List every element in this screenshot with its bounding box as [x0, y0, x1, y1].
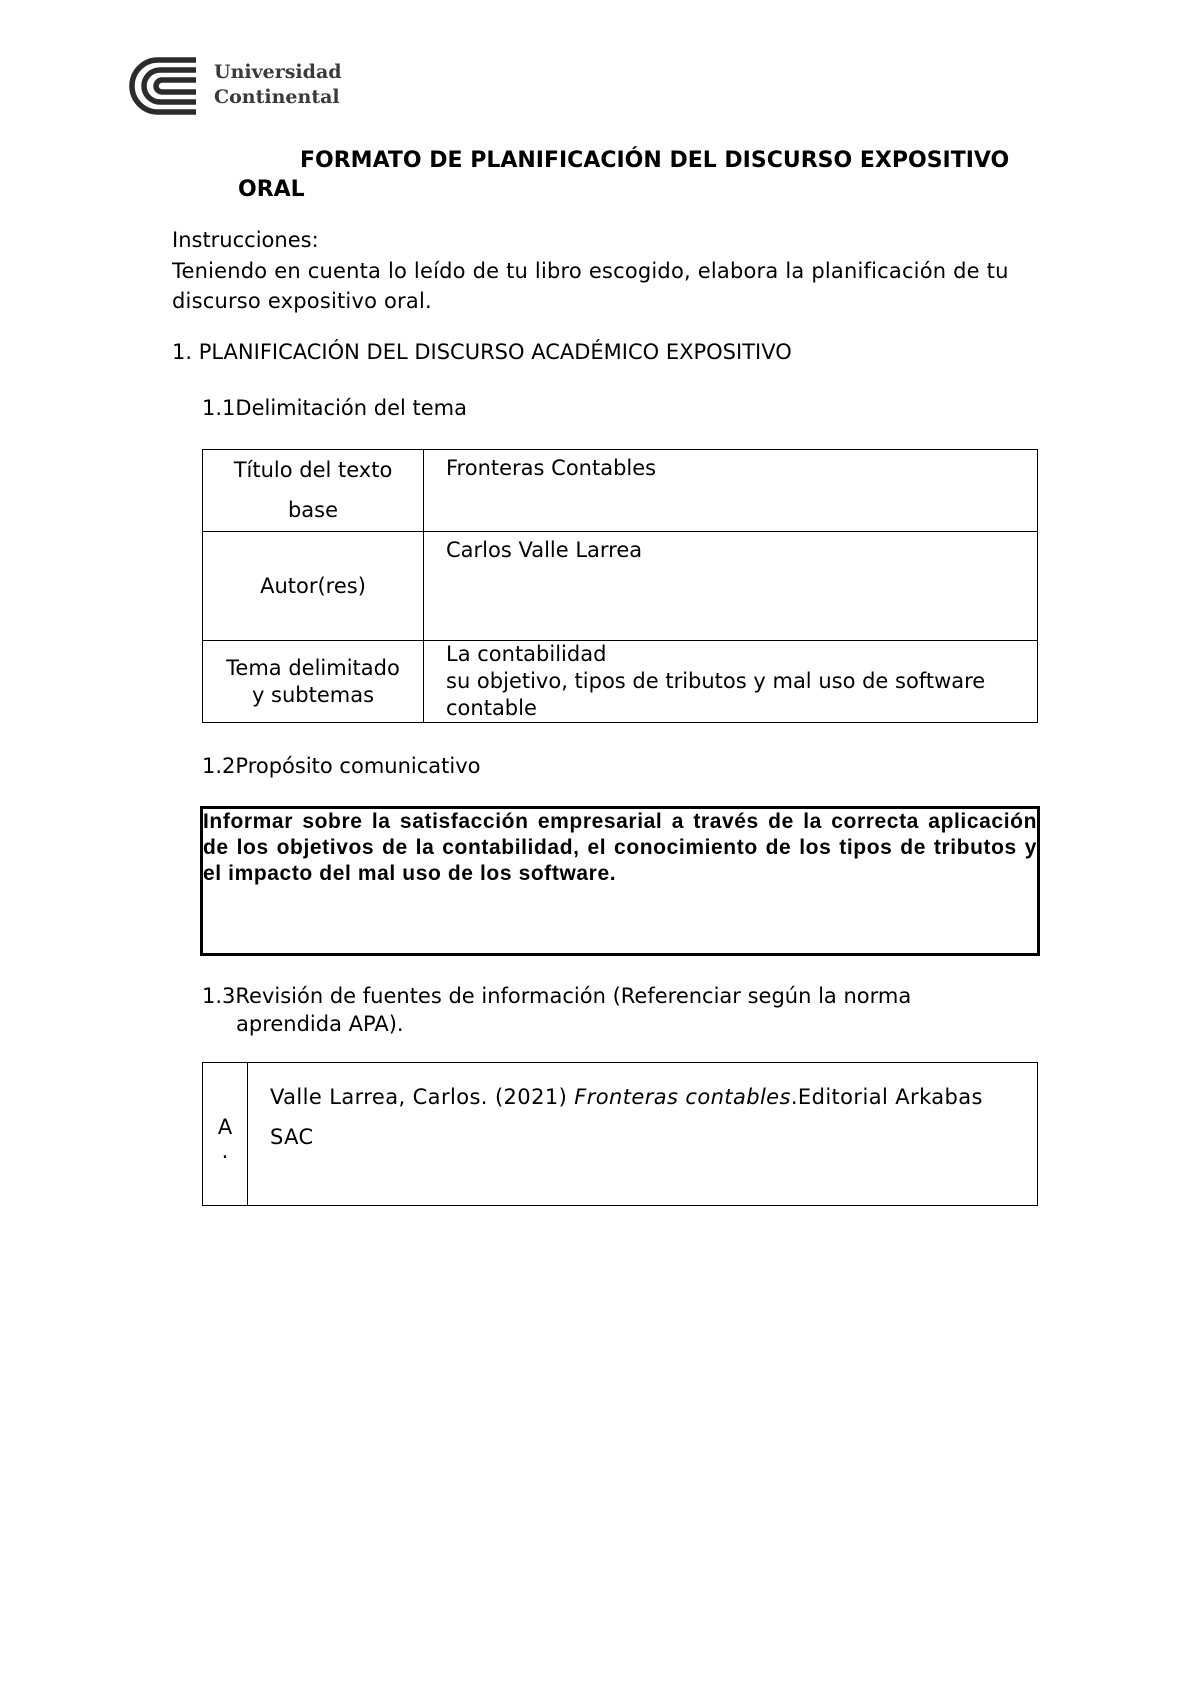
- reference-publisher: .Editorial Arkabas SAC: [270, 1085, 983, 1149]
- purpose-text: Informar sobre la satisfacción empresarial a través de la correcta aplicación de los objetivos de la contabilidad, el conocimiento de los tipos de tributos y el impacto del mal uso de los software.: [203, 810, 1037, 885]
- row-value: Fronteras Contables: [446, 456, 657, 480]
- row-label: Tema delimitado y subtemas: [226, 655, 400, 707]
- table-label-cell: [203, 450, 424, 532]
- row-value: Carlos Valle Larrea: [446, 538, 643, 562]
- sub1-2-heading: 1.2Propósito comunicativo: [202, 754, 481, 778]
- purpose-box: [200, 806, 1040, 956]
- topic-delimitation-table: [202, 449, 1038, 723]
- instructions-text: Teniendo en cuenta lo leído de tu libro escogido, elabora la planificación de tu discurso expositivo oral.: [172, 259, 1009, 313]
- table-label-cell: [203, 532, 424, 641]
- reference-cell: [248, 1063, 1038, 1206]
- table-label-cell: [203, 641, 424, 723]
- university-logo-text: [214, 60, 342, 110]
- sources-table: [202, 1062, 1038, 1206]
- reference-author: Valle Larrea, Carlos. (2021): [270, 1085, 575, 1109]
- logo-line2: Continental: [214, 86, 340, 108]
- row-label: Autor(res): [260, 574, 366, 598]
- document-title-line1: FORMATO DE PLANIFICACIÓN DEL DISCURSO EXPOSITIVO: [300, 148, 1010, 173]
- sub1-3-heading-line1: 1.3Revisión de fuentes de información (Referenciar según la norma: [202, 984, 912, 1008]
- reference-letter-dot: .: [221, 1139, 229, 1163]
- row-label: Título del texto base: [233, 458, 393, 522]
- row-value-line1: La contabilidad: [446, 642, 607, 666]
- table-row: [203, 641, 1038, 723]
- section1-heading: 1. PLANIFICACIÓN DEL DISCURSO ACADÉMICO EXPOSITIVO: [172, 340, 792, 364]
- reference-letter: A: [217, 1115, 233, 1139]
- table-row: [203, 450, 1038, 532]
- table-row: [203, 532, 1038, 641]
- university-logo: [126, 56, 342, 120]
- table-value-cell: [424, 532, 1038, 641]
- university-logo-icon: [126, 56, 206, 116]
- instructions-heading: Instrucciones:: [172, 228, 319, 252]
- table-value-cell: [424, 641, 1038, 723]
- row-value-line2: su objetivo, tipos de tributos y mal uso de software contable: [446, 669, 986, 720]
- reference-letter-cell: [203, 1063, 248, 1206]
- document-title-line2: ORAL: [238, 177, 305, 202]
- logo-line1: Universidad: [214, 61, 342, 83]
- sub1-1-heading: 1.1Delimitación del tema: [202, 396, 468, 420]
- table-row: [203, 1063, 1038, 1206]
- table-value-cell: [424, 450, 1038, 532]
- sub1-3-heading-line2: aprendida APA).: [236, 1012, 404, 1036]
- reference-title: Fronteras contables: [574, 1085, 791, 1109]
